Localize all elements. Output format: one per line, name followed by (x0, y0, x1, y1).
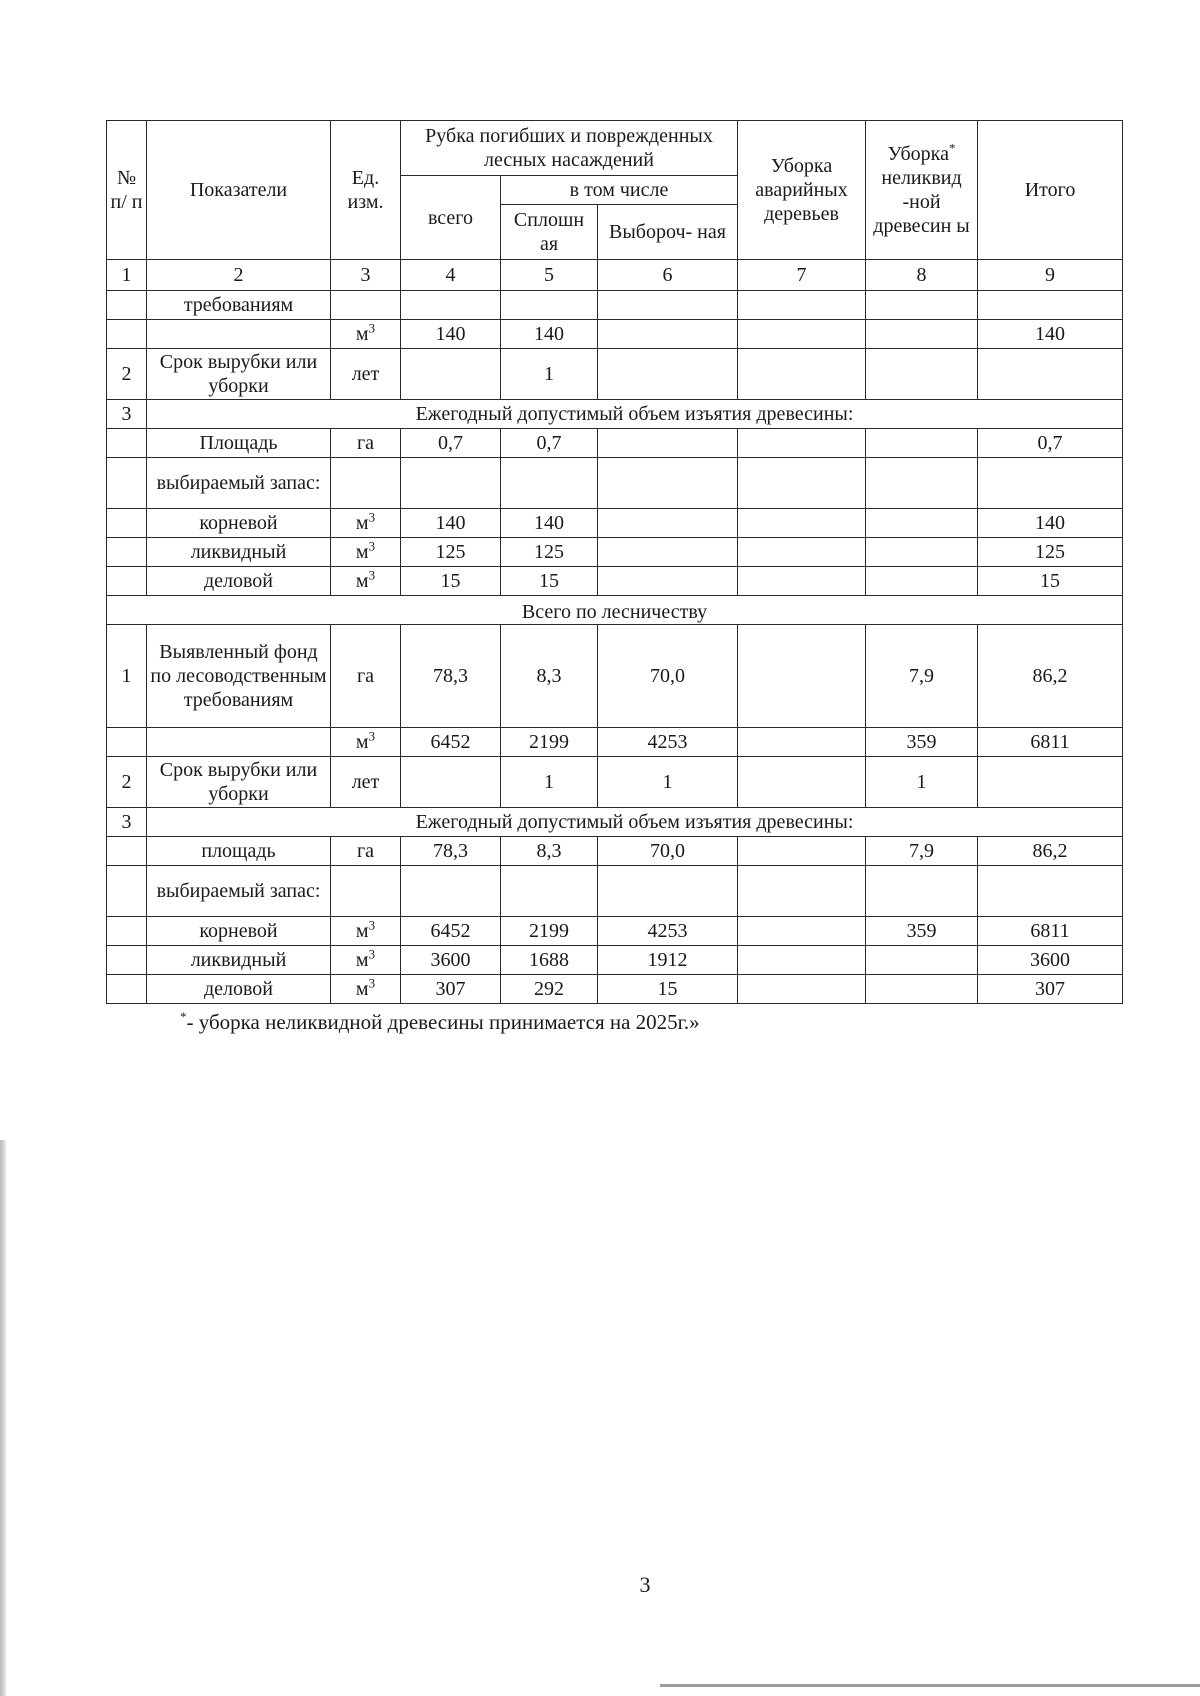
column-number: 7 (738, 260, 866, 291)
row-unit: га (331, 429, 401, 458)
cell-value: 125 (501, 538, 598, 567)
row-num: 3 (107, 400, 147, 429)
cell-value: 140 (501, 320, 598, 349)
row-label: деловой (147, 975, 331, 1004)
cell-value: 1 (501, 349, 598, 400)
cell-value: 3600 (978, 946, 1123, 975)
table-row (107, 429, 1123, 458)
cell-value: 1 (866, 757, 978, 808)
table-row (107, 567, 1123, 596)
row-unit: лет (331, 757, 401, 808)
column-number: 9 (978, 260, 1123, 291)
cell-value: 359 (866, 917, 978, 946)
cell-value: 78,3 (401, 625, 501, 728)
row-label: деловой (147, 567, 331, 596)
cell-value: 70,0 (598, 837, 738, 866)
table-row (107, 866, 1123, 917)
row-unit: $м^3$ (331, 567, 401, 596)
cell-value: 8,3 (501, 837, 598, 866)
table-row (107, 625, 1123, 728)
cell-value: 1 (598, 757, 738, 808)
row-label: Срок вырубки или уборки (147, 349, 331, 400)
row-label: выбираемый запас: (147, 866, 331, 917)
cell-value: 140 (401, 320, 501, 349)
column-number: 3 (331, 260, 401, 291)
cell-value: 15 (401, 567, 501, 596)
row-label: Выявленный фонд по лесоводственным требованиям (147, 625, 331, 728)
cell-value: 140 (978, 509, 1123, 538)
cell-value: 6452 (401, 917, 501, 946)
header-felling-group: Рубка погибших и поврежденных лесных насаждений (401, 121, 738, 176)
row-label: корневой (147, 917, 331, 946)
table-row (107, 291, 1123, 320)
header-emergency: Уборка аварийных деревьев (738, 121, 866, 260)
cell-value: 307 (401, 975, 501, 1004)
table-row (107, 808, 1123, 837)
row-unit: га (331, 837, 401, 866)
footnote-text: - уборка неликвидной древесины принимается на 2025г.» (186, 1010, 700, 1034)
cell-value: 86,2 (978, 837, 1123, 866)
cell-value: 307 (978, 975, 1123, 1004)
row-label: площадь (147, 837, 331, 866)
column-number: 2 (147, 260, 331, 291)
row-label: ликвидный (147, 946, 331, 975)
table-row (107, 349, 1123, 400)
row-unit: га (331, 625, 401, 728)
column-number: 1 (107, 260, 147, 291)
row-label: корневой (147, 509, 331, 538)
cell-value: 0,7 (401, 429, 501, 458)
table-row (107, 400, 1123, 429)
cell-value: 2199 (501, 728, 598, 757)
scan-edge-shadow (0, 1140, 7, 1696)
cell-value: 7,9 (866, 625, 978, 728)
cell-value: 140 (978, 320, 1123, 349)
cell-value: 125 (401, 538, 501, 567)
table-header (107, 121, 1123, 291)
table-row (107, 837, 1123, 866)
row-label: выбираемый запас: (147, 458, 331, 509)
row-unit: $м^3$ (331, 946, 401, 975)
cell-value: 140 (501, 509, 598, 538)
cell-value: 6811 (978, 917, 1123, 946)
cell-value: 0,7 (501, 429, 598, 458)
cell-value: 78,3 (401, 837, 501, 866)
footnote-star: * (180, 1009, 187, 1024)
cell-value: 86,2 (978, 625, 1123, 728)
cell-value: 2199 (501, 917, 598, 946)
total-section-title: Всего по лесничеству (107, 596, 1123, 625)
table-row (107, 596, 1123, 625)
header-illiquid-star: * (948, 140, 956, 156)
cell-value: 70,0 (598, 625, 738, 728)
table-row (107, 458, 1123, 509)
annual-volume-heading: Ежегодный допустимый объем изъятия древесины: (147, 400, 1123, 429)
table-row (107, 946, 1123, 975)
row-unit: $м^3$ (331, 538, 401, 567)
row-num: 1 (107, 625, 147, 728)
header-including: в том числе (501, 176, 738, 205)
cell-value: 0,7 (978, 429, 1123, 458)
column-number-row (107, 260, 1123, 291)
cell-value: 1 (501, 757, 598, 808)
column-number: 6 (598, 260, 738, 291)
header-illiquid (866, 121, 978, 260)
column-number: 8 (866, 260, 978, 291)
cell-value: 8,3 (501, 625, 598, 728)
header-num: № п/ п (107, 121, 147, 260)
header-indicators: Показатели (147, 121, 331, 260)
row-unit: лет (331, 349, 401, 400)
cell-value: 7,9 (866, 837, 978, 866)
table-row (107, 320, 1123, 349)
row-unit: $м^3$ (331, 320, 401, 349)
table-row (107, 538, 1123, 567)
row-num: 2 (107, 349, 147, 400)
table-row (107, 757, 1123, 808)
header-clear: Сплошн ая (501, 205, 598, 260)
annual-volume-heading: Ежегодный допустимый объем изъятия древесины: (147, 808, 1123, 837)
cell-value: 15 (978, 567, 1123, 596)
cell-value: 1688 (501, 946, 598, 975)
footnote (180, 1010, 700, 1035)
row-label: Срок вырубки или уборки (147, 757, 331, 808)
header-grand-total: Итого (978, 121, 1123, 260)
cell-value: 6811 (978, 728, 1123, 757)
scan-edge-line (660, 1684, 1200, 1687)
cell-value: 15 (501, 567, 598, 596)
forest-felling-table (106, 120, 1123, 1004)
row-label: Площадь (147, 429, 331, 458)
cell-value: 125 (978, 538, 1123, 567)
column-number: 4 (401, 260, 501, 291)
row-unit: $м^3$ (331, 917, 401, 946)
header-selective: Выбороч- ная (598, 205, 738, 260)
header-total: всего (401, 176, 501, 260)
cell-value: 3600 (401, 946, 501, 975)
row-unit: $м^3$ (331, 975, 401, 1004)
cell-value: 4253 (598, 917, 738, 946)
table-row (107, 509, 1123, 538)
cell-value: 1912 (598, 946, 738, 975)
header-illiquid-title: Уборка (887, 143, 949, 165)
row-label: ликвидный (147, 538, 331, 567)
cell-value: 359 (866, 728, 978, 757)
header-illiquid-rest: неликвид -ной древесин ы (873, 167, 970, 237)
table-body (107, 291, 1123, 1004)
row-unit: $м^3$ (331, 509, 401, 538)
table-row (107, 728, 1123, 757)
cell-value: 6452 (401, 728, 501, 757)
page-number: 3 (639, 1572, 651, 1597)
table-row (107, 975, 1123, 1004)
cell-value: 292 (501, 975, 598, 1004)
column-number: 5 (501, 260, 598, 291)
row-unit: $м^3$ (331, 728, 401, 757)
header-unit: Ед. изм. (331, 121, 401, 260)
table-row (107, 917, 1123, 946)
row-num: 3 (107, 808, 147, 837)
cell-value: 15 (598, 975, 738, 1004)
cell-value: 140 (401, 509, 501, 538)
cell-value: 4253 (598, 728, 738, 757)
row-num: 2 (107, 757, 147, 808)
row-label: требованиям (147, 291, 331, 320)
